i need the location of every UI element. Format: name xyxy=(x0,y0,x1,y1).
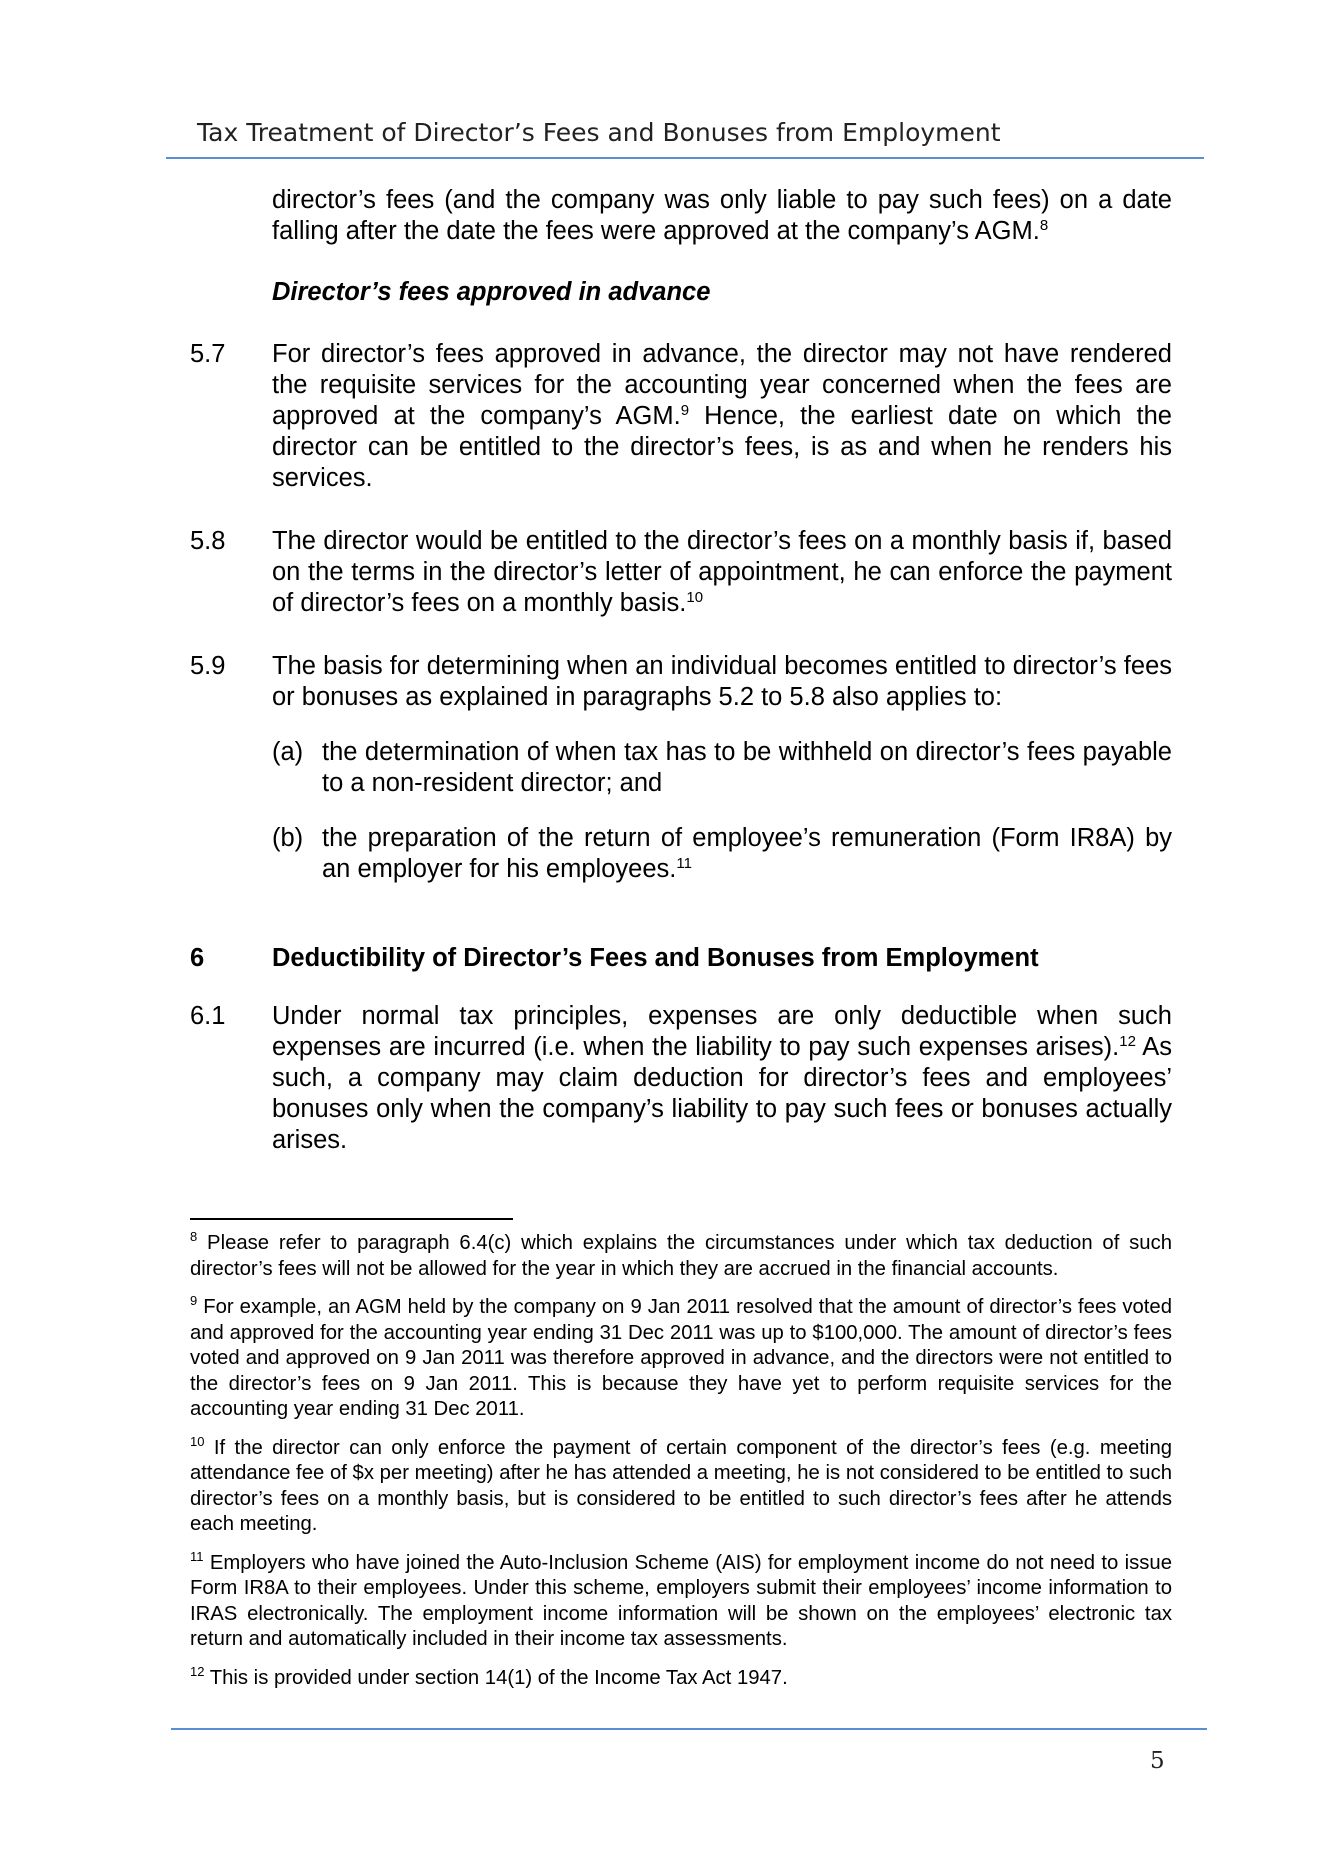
list-text: the determination of when tax has to be withheld on director’s fees payable to a non-resident director; and xyxy=(322,738,1172,797)
footnote-number: 12 xyxy=(190,1663,205,1679)
section-number: 6 xyxy=(190,944,205,972)
page-number: 5 xyxy=(1150,1748,1165,1774)
footnote-8 xyxy=(190,1231,1172,1282)
paragraph-6-1 xyxy=(190,1001,1172,1156)
footnote-ref-11[interactable]: 11 xyxy=(676,855,692,872)
section-title: Deductibility of Director’s Fees and Bonuses from Employment xyxy=(272,944,1039,972)
section-heading-6 xyxy=(190,943,1172,974)
footnote-separator xyxy=(190,1218,513,1220)
footnote-number: 11 xyxy=(190,1548,204,1564)
list-item-b xyxy=(272,823,1172,885)
paragraph-number: 5.9 xyxy=(190,652,226,680)
paragraph-5-7 xyxy=(190,339,1172,494)
footnote-text: If the director can only enforce the payment of certain component of the director’s fees (e.g. meeting attendance fee of $x per meeting) after he has attended a meeting, he is not considered to be entitled to such director’s fees on a monthly basis, but is considered to be entitled to such director’s fees after he attends each meeting. xyxy=(190,1436,1172,1535)
paragraph-text: The basis for determining when an individual becomes entitled to director’s fees or bonuses as explained in paragraphs 5.2 to 5.8 also applies to: xyxy=(272,652,1172,711)
subheading: Director’s fees approved in advance xyxy=(272,278,711,306)
paragraph-body xyxy=(272,1001,1172,1156)
paragraph-text: Under normal tax principles, expenses are only deductible when such expenses are incurred (i.e. when the liability to pay such expenses arises). xyxy=(272,1002,1172,1061)
continuation-paragraph xyxy=(272,185,1172,247)
footnote-ref-8[interactable]: 8 xyxy=(1039,217,1049,234)
footnote-ref-10[interactable]: 10 xyxy=(686,589,704,606)
paragraph-text: As such, a company may claim deduction for director’s fees and employees’ bonuses only when the company’s liability to pay such fees or bonuses actually arises. xyxy=(272,1033,1172,1154)
continuation-text: director’s fees (and the company was only liable to pay such fees) on a date falling after the date the fees were approved at the company’s AGM. xyxy=(272,186,1172,245)
footnote-ref-9[interactable]: 9 xyxy=(680,402,690,419)
footnote-text: This is provided under section 14(1) of the Income Tax Act 1947. xyxy=(204,1666,788,1689)
footnotes xyxy=(190,1231,1172,1704)
document-body xyxy=(190,185,1172,1188)
paragraph-number: 5.8 xyxy=(190,527,226,555)
footer-rule xyxy=(171,1728,1207,1730)
footnote-ref-12[interactable]: 12 xyxy=(1119,1033,1136,1050)
paragraph-5-8 xyxy=(190,526,1172,619)
list-label: (a) xyxy=(272,738,304,766)
footnote-text: Employers who have joined the Auto-Inclusion Scheme (AIS) for employment income do not need to issue Form IR8A to their employees. Under this scheme, employers submit their employees’ income information to IRAS electronically. The employment income information will be shown on the employees’ electronic tax return and automatically included in their income tax assessments. xyxy=(190,1551,1172,1650)
paragraph-number: 5.7 xyxy=(190,340,226,368)
footnote-number: 9 xyxy=(190,1293,198,1308)
footnote-number: 8 xyxy=(190,1229,198,1244)
list-label: (b) xyxy=(272,824,304,852)
footnote-text: Please refer to paragraph 6.4(c) which explains the circumstances under which tax deduction of such director’s fees will not be allowed for the year in which they are accrued in the financial accounts. xyxy=(190,1232,1172,1280)
paragraph-text: The director would be entitled to the director’s fees on a monthly basis if, based on the terms in the director’s letter of appointment, he can enforce the payment of director’s fees on a monthly basis. xyxy=(272,527,1172,617)
paragraph-text: For director’s fees approved in advance, the director may not have rendered the requisite services for the accounting year concerned when the fees are approved at the company’s AGM. xyxy=(272,340,1172,430)
paragraph-body xyxy=(272,651,1172,713)
paragraph-body xyxy=(272,526,1172,619)
paragraph-number: 6.1 xyxy=(190,1002,226,1030)
footnote-10 xyxy=(190,1433,1172,1538)
list-body xyxy=(322,823,1172,885)
paragraph-body xyxy=(272,339,1172,494)
footnote-number: 10 xyxy=(190,1433,205,1449)
list-item-a xyxy=(272,737,1172,799)
header-title: Tax Treatment of Director’s Fees and Bonuses from Employment xyxy=(197,118,1001,147)
footnote-text: For example, an AGM held by the company on 9 Jan 2011 resolved that the amount of director’s fees voted and approved for the accounting year ending 31 Dec 2011 was up to $100,000. The amount of director’s fees voted and approved on 9 Jan 2011 was therefore approved in advance, and the directors were not entitled to the director’s fees on 9 Jan 2011. This is because they have yet to perform requisite services for the accounting year ending 31 Dec 2011. xyxy=(190,1296,1172,1420)
footnote-9 xyxy=(190,1295,1172,1423)
list-text: the preparation of the return of employee’s remuneration (Form IR8A) by an employer for his employees. xyxy=(322,824,1172,883)
header-rule xyxy=(166,157,1204,159)
footnote-11 xyxy=(190,1548,1172,1653)
paragraph-5-9 xyxy=(190,651,1172,713)
footnote-12 xyxy=(190,1663,1172,1692)
paragraph-text: Hence, the earliest date on which the director can be entitled to the director’s fees, is as and when he renders his services. xyxy=(272,402,1172,492)
